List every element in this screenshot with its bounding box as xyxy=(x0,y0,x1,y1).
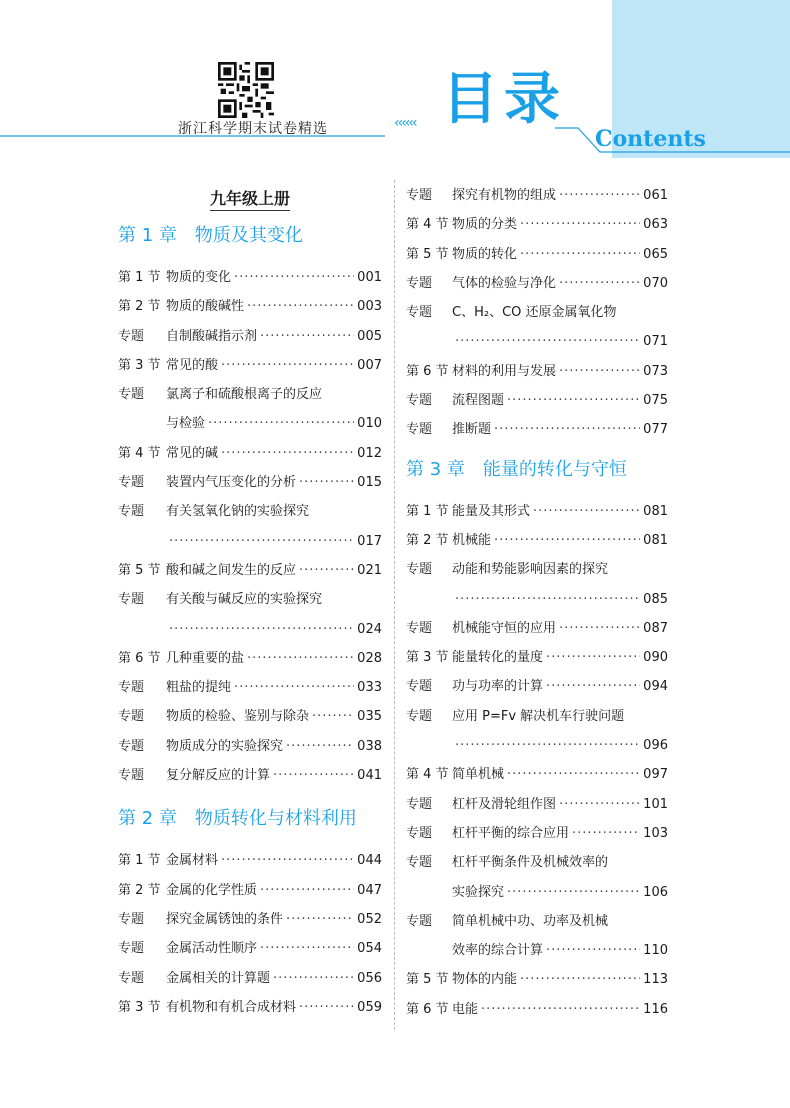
toc-entry[interactable]: 第 6 节 电能 ····· 116 xyxy=(406,995,668,1024)
chapter-heading-1[interactable]: 第 1 章 物质及其变化 xyxy=(118,225,303,246)
toc-entry[interactable]: 第 3 节 常见的酸 ····· 007 xyxy=(118,351,382,380)
toc-entry[interactable]: 专题 杠杆及滑轮组作图 ····· 101 xyxy=(406,790,668,819)
toc-entry[interactable]: 专题 自制酸碱指示剂 ····· 005 xyxy=(118,322,382,351)
toc-entry[interactable]: 专题 复分解反应的计算 ····· 041 xyxy=(118,761,382,790)
toc-entry[interactable]: 专题 气体的检验与净化 ····· 070 xyxy=(406,269,668,298)
toc-entry[interactable]: 专题 探究有机物的组成 ····· 061 xyxy=(406,181,668,210)
toc-entry[interactable]: 专题 动能和势能影响因素的探究 ····· 085 xyxy=(406,555,668,614)
toc-entry[interactable]: 第 4 节 物质的分类 ····· 063 xyxy=(406,210,668,239)
toc-entry[interactable]: 第 3 节 有机物和有机合成材料 ····· 059 xyxy=(118,993,382,1022)
grade-heading: 九年级上册 xyxy=(118,186,382,209)
toc-entry[interactable]: 第 1 节 金属材料 ····· 044 xyxy=(118,846,382,875)
toc-left-column xyxy=(118,178,382,1022)
toc-entry[interactable]: 专题 C、H₂、CO 还原金属氧化物 ····· 071 xyxy=(406,298,668,357)
toc-entry[interactable]: 专题 杠杆平衡条件及机械效率的 实验探究 ····· 106 xyxy=(406,848,668,907)
toc-entry[interactable]: 第 6 节 材料的利用与发展 ····· 073 xyxy=(406,357,668,386)
chapter-1-entries xyxy=(118,263,382,790)
toc-entry[interactable]: 专题 有关氢氧化钠的实验探究 ····· 017 xyxy=(118,497,382,556)
toc-entry[interactable]: 第 1 节 能量及其形式 ····· 081 xyxy=(406,497,668,526)
chapter-2-continued-entries xyxy=(406,181,668,445)
toc-entry[interactable]: 第 2 节 机械能 ····· 081 xyxy=(406,526,668,555)
toc-entry[interactable]: 专题 物质的检验、鉴别与除杂 ····· 035 xyxy=(118,702,382,731)
toc-entry[interactable]: 专题 探究金属锈蚀的条件 ····· 052 xyxy=(118,905,382,934)
toc-entry[interactable]: 第 5 节 物质的转化 ····· 065 xyxy=(406,240,668,269)
toc-entry[interactable]: 第 5 节 酸和碱之间发生的反应 ····· 021 xyxy=(118,556,382,585)
chapter-2-entries xyxy=(118,846,382,1022)
toc-entry[interactable]: 专题 机械能守恒的应用 ····· 087 xyxy=(406,614,668,643)
page-subtitle: Contents xyxy=(595,126,706,152)
toc-entry[interactable]: 专题 有关酸与碱反应的实验探究 ····· 024 xyxy=(118,585,382,644)
toc-entry[interactable]: 专题 推断题 ····· 077 xyxy=(406,415,668,444)
toc-entry[interactable]: 第 6 节 几种重要的盐 ····· 028 xyxy=(118,644,382,673)
toc-entry[interactable]: 第 5 节 物体的内能 ····· 113 xyxy=(406,965,668,994)
toc-entry[interactable]: 专题 功与功率的计算 ····· 094 xyxy=(406,672,668,701)
page-title: 目录 xyxy=(442,67,566,132)
toc-entry[interactable]: 专题 氯离子和硫酸根离子的反应 与检验 ····· 010 xyxy=(118,380,382,439)
chevron-decoration-icon: ‹‹‹‹‹‹ xyxy=(394,115,416,131)
chapter-heading-3[interactable]: 第 3 章 能量的转化与守恒 xyxy=(406,458,627,480)
toc-entry[interactable]: 专题 粗盐的提纯 ····· 033 xyxy=(118,673,382,702)
chapter-3-entries xyxy=(406,497,668,1024)
toc-entry[interactable]: 第 4 节 常见的碱 ····· 012 xyxy=(118,439,382,468)
toc-entry[interactable]: 专题 简单机械中功、功率及机械 效率的综合计算 ····· 110 xyxy=(406,907,668,966)
toc-entry[interactable]: 第 2 节 金属的化学性质 ····· 047 xyxy=(118,876,382,905)
qr-code-icon xyxy=(218,62,274,118)
toc-entry[interactable]: 专题 杠杆平衡的综合应用 ····· 103 xyxy=(406,819,668,848)
toc-entry[interactable]: 专题 金属相关的计算题 ····· 056 xyxy=(118,964,382,993)
toc-entry[interactable]: 专题 流程图题 ····· 075 xyxy=(406,386,668,415)
toc-entry[interactable]: 专题 物质成分的实验探究 ····· 038 xyxy=(118,732,382,761)
toc-entry[interactable]: 第 4 节 简单机械 ····· 097 xyxy=(406,760,668,789)
toc-entry[interactable]: 第 1 节 物质的变化 ····· 001 xyxy=(118,263,382,292)
toc-right-column xyxy=(406,181,668,1024)
toc-entry[interactable]: 专题 装置内气压变化的分析 ····· 015 xyxy=(118,468,382,497)
page-header xyxy=(0,0,790,158)
column-divider xyxy=(394,180,395,1030)
series-title: 浙江科学期末试卷精选 xyxy=(178,121,328,137)
toc-entry[interactable]: 专题 应用 P=Fv 解决机车行驶问题 ····· 096 xyxy=(406,702,668,761)
toc-entry[interactable]: 第 3 节 能量转化的量度 ····· 090 xyxy=(406,643,668,672)
toc-entry[interactable]: 第 2 节 物质的酸碱性 ····· 003 xyxy=(118,292,382,321)
toc-entry[interactable]: 专题 金属活动性顺序 ····· 054 xyxy=(118,934,382,963)
chapter-heading-2[interactable]: 第 2 章 物质转化与材料利用 xyxy=(118,808,357,830)
